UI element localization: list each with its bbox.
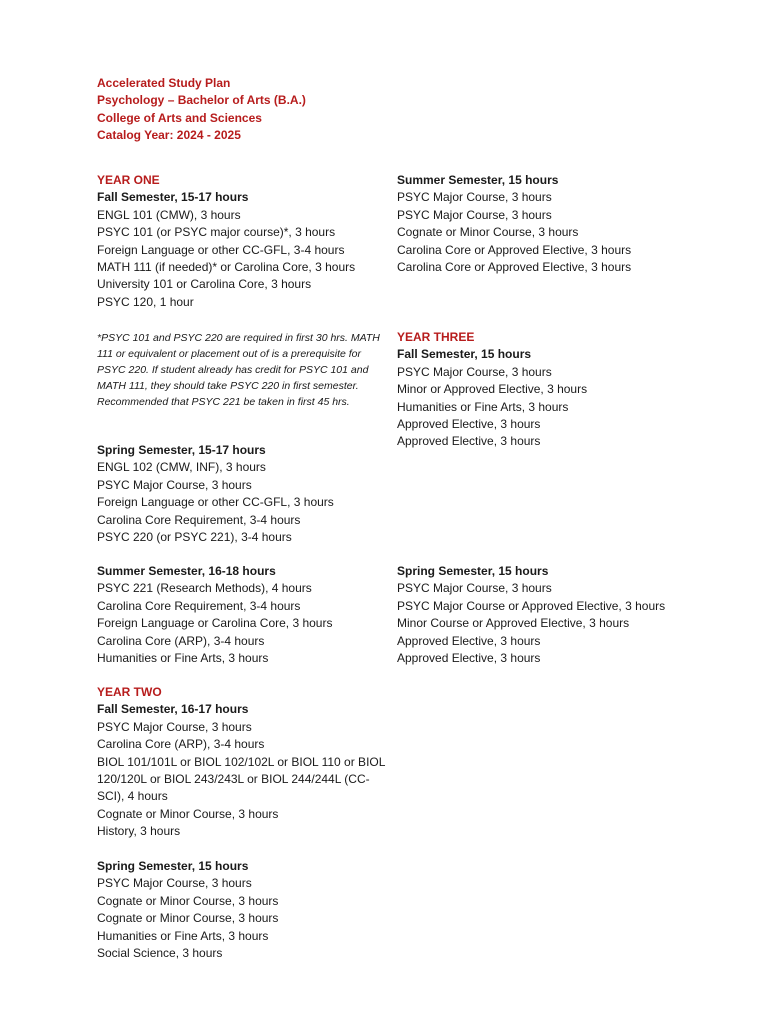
course-line: PSYC Major Course, 3 hours [397,364,552,379]
course-line: Social Science, 3 hours [97,946,223,961]
course-line: Approved Elective, 3 hours [397,651,541,666]
course-line: Carolina Core Requirement, 3-4 hours [97,598,301,613]
course-line: History, 3 hours [97,824,181,839]
course-line: Humanities or Fine Arts, 3 hours [97,928,269,943]
year-one-fall-title: Fall Semester, 15-17 hours [97,190,249,205]
year-two-title: YEAR TWO [97,685,162,699]
year-two-fall-block [97,684,397,841]
course-line: Carolina Core (ARP), 3-4 hours [97,737,265,752]
course-line: University 101 or Carolina Core, 3 hours [97,277,312,292]
course-line: Carolina Core or Approved Elective, 3 hours [397,260,632,275]
course-line: Foreign Language or Carolina Core, 3 hours [97,616,333,631]
document-header [97,75,306,145]
course-line: Carolina Core or Approved Elective, 3 hours [397,242,632,257]
prerequisite-note: *PSYC 101 and PSYC 220 are required in first 30 hrs. MATH 111 or equivalent or placement out of is a prerequisite for PSYC 220. If student already has credit for PSYC 101 and MATH 111, they should take PSYC 220 in first semester. Recommended that PSYC 221 be taken in first 45 hrs. [97,332,380,409]
college-name: College of Arts and Sciences [97,110,262,125]
year-two-fall-title: Fall Semester, 16-17 hours [97,702,249,717]
course-line: PSYC 120, 1 hour [97,294,194,309]
course-line: Approved Elective, 3 hours [397,434,541,449]
course-line: Minor or Approved Elective, 3 hours [397,382,588,397]
program-title: Psychology – Bachelor of Arts (B.A.) [97,93,306,108]
year-three-spring-block [397,563,665,667]
course-line: ENGL 101 (CMW), 3 hours [97,207,241,222]
year-one-spring-block [97,442,334,546]
course-line: MATH 111 (if needed)* or Carolina Core, 3 hours [97,260,356,275]
course-line: Carolina Core (ARP), 3-4 hours [97,633,265,648]
year-one-summer-block [97,563,332,667]
course-line: PSYC Major Course or Approved Elective, 3 hours [397,598,666,613]
course-line: Minor Course or Approved Elective, 3 hours [397,616,630,631]
year-two-summer-title: Summer Semester, 15 hours [397,173,559,187]
course-line: Approved Elective, 3 hours [397,417,541,432]
year-three-fall-title: Fall Semester, 15 hours [397,347,532,362]
year-two-spring-block [97,858,278,962]
course-line: Carolina Core Requirement, 3-4 hours [97,512,301,527]
course-line: Humanities or Fine Arts, 3 hours [97,651,269,666]
course-line: PSYC Major Course, 3 hours [397,581,552,596]
course-line: PSYC Major Course, 3 hours [397,190,552,205]
year-one-spring-title: Spring Semester, 15-17 hours [97,443,266,457]
course-line: Approved Elective, 3 hours [397,633,541,648]
course-line: PSYC Major Course, 3 hours [97,876,252,891]
course-line: Cognate or Minor Course, 3 hours [97,893,279,908]
year-two-spring-title: Spring Semester, 15 hours [97,859,249,873]
year-one-fall-block [97,172,355,311]
course-line: PSYC Major Course, 3 hours [97,477,252,492]
course-line: Humanities or Fine Arts, 3 hours [397,399,569,414]
course-line: BIOL 101/101L or BIOL 102/102L or BIOL 110 or BIOL 120/120L or BIOL 243/243L or BIOL 244/244L (CC-SCI), 4 hours [97,754,385,804]
course-line: PSYC 101 (or PSYC major course)*, 3 hours [97,225,336,240]
course-line: Foreign Language or other CC-GFL, 3-4 hours [97,242,345,257]
course-line: Cognate or Minor Course, 3 hours [97,911,279,926]
course-line: PSYC 220 (or PSYC 221), 3-4 hours [97,530,292,545]
year-three-spring-title: Spring Semester, 15 hours [397,564,549,578]
course-line: Cognate or Minor Course, 3 hours [397,225,579,240]
course-line: PSYC Major Course, 3 hours [397,207,552,222]
year-two-summer-block [397,172,631,276]
year-three-fall-block [397,329,587,451]
course-line: PSYC 221 (Research Methods), 4 hours [97,581,312,596]
course-line: Cognate or Minor Course, 3 hours [97,806,279,821]
catalog-year: Catalog Year: 2024 - 2025 [97,128,241,143]
course-line: ENGL 102 (CMW, INF), 3 hours [97,460,266,475]
year-three-title: YEAR THREE [397,330,475,344]
course-line: Foreign Language or other CC-GFL, 3 hours [97,495,334,510]
year-one-summer-title: Summer Semester, 16-18 hours [97,564,276,578]
year-one-title: YEAR ONE [97,173,160,187]
plan-title: Accelerated Study Plan [97,76,231,90]
course-line: PSYC Major Course, 3 hours [97,719,252,734]
